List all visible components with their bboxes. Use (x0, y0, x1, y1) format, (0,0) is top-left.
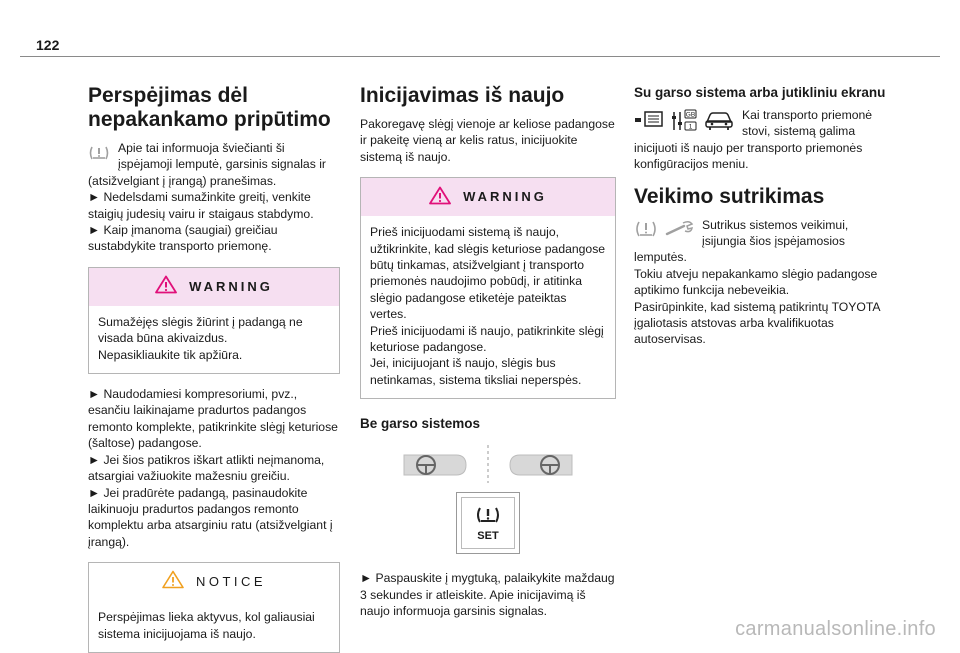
column-1 (88, 84, 340, 653)
settings-sliders-icon (670, 109, 698, 137)
screen-icon (634, 109, 664, 137)
notice-triangle-icon (162, 570, 184, 593)
subtitle-without-audio: Be garso sistemos (360, 416, 481, 432)
warning-line: Sumažėjęs slėgis žiūrint į padangą ne visada būna akivaizdus. (98, 314, 303, 346)
set-instruction: ► Paspauskite į mygtuką, palaikykite maždaug 3 sekundes ir atleiskite. Apie inicijavimą iš naujo informuoja garsinis signalas. (360, 571, 615, 619)
warning-line: Jei, inicijuojant iš naujo, slėgis bus netinkamas, sistema tiksliai neperspės. (370, 356, 582, 387)
warning-line: Prieš inicijuodami sistemą iš naujo, užtikrinkite, kad slėgis keturiose padangose būtų tinkamas, atsižvelgiant į transporto priemonės naudojimo pobūdį, ir atitinka slėgio padangose etiketėje pateiktas vertes. (370, 225, 606, 322)
divider-dashed (486, 445, 490, 487)
menu-icons (634, 109, 734, 137)
svg-text:GB: GB (685, 111, 696, 119)
section-title-reinit: Inicijavimas iš naujo (360, 84, 565, 107)
set-button[interactable] (456, 492, 520, 554)
malfunction-line: Pasirūpinkite, kad sistemą patikrintų TOYOTA įgaliotasis atstovas arba kvalifikuotas autoservisas. (634, 299, 880, 347)
bullet-repair-kit: ► Jei pradūrėte padangą, pasinaudokite laikinuoju pradurtos padangos remonto komplektu arba atsarginiu ratu (atsižvelgiant į įrangą). (88, 485, 333, 549)
warning-box-2 (360, 177, 616, 399)
notice-header (89, 563, 339, 601)
steering-wheel-positions (360, 446, 616, 486)
warning-line: Nepasikliaukite tik apžiūra. (98, 347, 243, 362)
tpms-warning-light-icon (88, 144, 110, 166)
bullet-drive-carefully: ► Jei šios patikros iškart atlikti neįmanoma, atsargiai važiuokite mažesniu greičiu. (88, 452, 325, 484)
tpms-icon (475, 504, 501, 530)
column-2 (360, 84, 616, 620)
watermark: carmanualsonline.info (735, 618, 936, 640)
notice-title: NOTICE (195, 573, 267, 589)
wrench-icon (664, 219, 694, 243)
warning-header (89, 268, 339, 306)
steering-wheel-left-icon (398, 447, 470, 485)
page-number: 122 (36, 37, 60, 53)
warning-triangle-icon (429, 186, 451, 209)
set-label: SET (477, 530, 499, 543)
reinit-intro: Pakoregavę slėgį vienoje ar keliose padangose ir pakeitę vieną ar kelis ratus, inicijuokite sistemą iš naujo. (360, 117, 615, 164)
touchscreen-paragraph (634, 107, 886, 173)
subtitle-with-audio: Su garso sistema arba jutikliniu ekranu (634, 85, 886, 100)
warning-header (361, 178, 615, 216)
section-title-malfunction: Veikimo sutrikimas (634, 184, 825, 208)
malfunction-icons (634, 219, 694, 243)
notice-box (88, 562, 340, 653)
car-icon (704, 109, 734, 137)
bullet-stop-vehicle: ► Kaip įmanoma (saugiai) greičiau sustabdykite transporto priemonę. (88, 223, 278, 254)
steering-wheel-right-icon (506, 447, 578, 485)
warning-box-1 (88, 267, 340, 374)
touchscreen-text: Kai transporto priemonė stovi, sistemą galima inicijuoti iš naujo per transporto priemonės konfigūracijos meniu. (634, 108, 873, 172)
warning-title: WARNING (189, 278, 273, 294)
intro-text: Apie tai informuoja šviečianti ši įspėjamoji lemputė, garsinis signalas ir (atsižvelgiant į įrangą) pranešimas. (88, 141, 326, 188)
intro-paragraph (88, 140, 340, 189)
header-rule (20, 56, 940, 57)
column-3 (634, 84, 886, 348)
warning-title: WARNING (463, 189, 547, 205)
malfunction-paragraph (634, 217, 886, 266)
warning-triangle-icon (155, 275, 177, 298)
bullet-check-pressure: ► Naudodamiesi kompresoriumi, pvz., esančiu laikinajame pradurtos padangos remonto komplekte, patikrinkite slėgį keturiose (šaltose) padangose. (88, 387, 338, 451)
bullet-reduce-speed: ► Nedelsdami sumažinkite greitį, venkite staigių judesių vairu ir staigaus stabdymo. (88, 190, 314, 221)
svg-text:1: 1 (688, 123, 693, 131)
tpms-warning-light-icon (634, 219, 658, 243)
malfunction-line: Tokiu atveju nepakankamo slėgio padangose aptikimo funkcija nebeveikia. (634, 266, 878, 298)
notice-text: Perspėjimas lieka aktyvus, kol galiausiai sistema inicijuojama iš naujo. (98, 610, 315, 641)
warning-line: Prieš inicijuodami iš naujo, patikrinkite slėgį keturiose padangose. (370, 323, 604, 355)
section-title-underinflation: Perspėjimas dėl nepakankamo pripūtimo (88, 84, 331, 131)
malfunction-text: Sutrikus sistemos veikimui, įsijungia šios įspėjamosios lemputės. (634, 217, 849, 265)
